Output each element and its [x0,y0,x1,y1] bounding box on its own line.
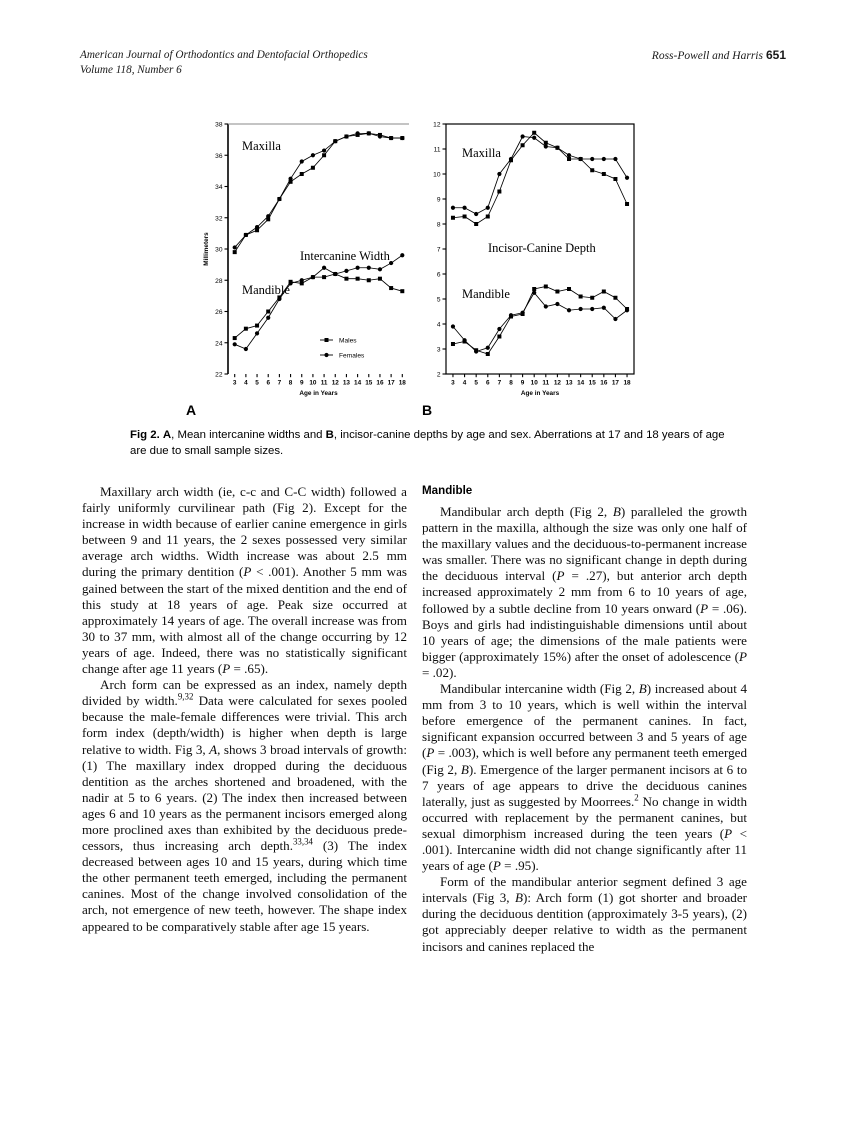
svg-text:Maxilla: Maxilla [242,139,281,153]
svg-text:Millimeters: Millimeters [203,232,210,266]
paragraph [422,504,747,681]
running-head-right [652,48,786,64]
svg-text:12: 12 [553,379,561,387]
svg-text:16: 16 [600,379,608,387]
svg-text:5: 5 [474,379,478,387]
paragraph [82,677,407,935]
svg-text:2: 2 [436,371,441,379]
paragraph-text: Mandibular intercanine width (Fig 2, B) increased about 4 mm from 3 to 10 years, which is well within the interval before emergence of the permanent canines. In fact, significant expansion occurred between 3 and 5 years of age (P = .003), which is well before any permanent teeth emerged (Fig 2, B). Emergence of the larger permanent incisors at 6 to 7 years of age appears to drive the deciduous canines laterally, just as suggested by Moorrees.$^2$ No change in width occurred with replacement by the permanent canines, but sexual dimorphism increased during the teen years (P < .001). Intercanine width did not change significantly after 11 years of age (P = .95). [422,681,748,874]
figure-2 [80,112,786,459]
chart-panel-b [416,112,652,418]
svg-text:Intercanine Width: Intercanine Width [300,249,390,263]
paragraph-text: Maxillary arch width (ie, c-c and C-C width) followed a fairly uniformly curvilinear path (Fig 2). Except for the increase in width because of earlier canine emergence in girls between 9 and 11 years, the 2 sexes possessed very similar average arch widths. Width increase was about 2.5 mm during the primary dentition (P < .001). Another 5 mm was gained between the start of the mixed dentition and the end of this study at 18 years of age. Peak size occurred at approximately 14 years of age. The overall increase was from 30 to 37 mm, with almost all of the change occurring by 12 years of age. Indeed, there was no statistically significant change after age 11 years (P = .65). [82,484,407,677]
svg-text:14: 14 [577,379,585,387]
svg-text:4: 4 [462,379,467,387]
svg-text:Age in Years: Age in Years [520,390,560,397]
svg-text:9: 9 [299,379,304,387]
paragraph-text: Mandibular arch depth (Fig 2, B) paralleled the growth pattern in the maxilla, although the size was only one half of the maxillary values and the deciduous-to-permanent increase was smaller. There was no significant change in depth during the deciduous interval (P = .27), but anterior arch depth increased approximately 2 mm from 6 to 10 years of age, followed by a subtle decline from 10 years onward (P = .06). Boys and girls had indistinguishable dimensions until about 10 years of age; the dimensions of the male patients were bigger (approximately 15%) after the onset of adolescence (P = .02). [422,504,748,680]
svg-text:Maxilla: Maxilla [462,146,501,160]
panel-b-letter: B [422,402,433,418]
body-columns [82,484,788,1044]
svg-text:5: 5 [436,296,441,304]
svg-text:15: 15 [588,379,596,387]
figure-caption [130,428,730,459]
paragraph-text: Form of the mandibular anterior segment defined 3 age intervals (Fig 3, B): Arch form (1) got shorter and broader during the deciduous dentition (approximately 3-5 years), (2) got appreciably deeper relative to width as the permanent incisors and canines replaced the [422,874,747,954]
svg-text:17: 17 [387,379,395,387]
svg-text:Mandible: Mandible [242,283,290,297]
svg-text:3: 3 [451,379,455,387]
figure-charts-row [180,112,786,418]
volume-value: 118 [115,64,132,76]
svg-text:13: 13 [565,379,573,387]
svg-text:6: 6 [266,379,271,387]
paragraph [422,681,747,874]
svg-text:11: 11 [433,146,441,154]
paragraph [422,874,747,954]
svg-text:5: 5 [255,379,259,387]
chart-panel-a [180,112,416,418]
svg-text:10: 10 [530,379,538,387]
volume-label: Volume [80,64,113,76]
number-label: Number [137,64,174,76]
figure-label: Fig 2. [130,429,160,441]
svg-text:8: 8 [288,379,293,387]
incisor-canine-depth-chart [416,112,652,412]
panel-a-letter: A [186,402,197,418]
svg-text:32: 32 [215,215,223,223]
running-head [80,48,786,82]
svg-text:16: 16 [376,379,384,387]
svg-text:9: 9 [520,379,525,387]
svg-text:11: 11 [542,379,550,387]
svg-text:6: 6 [485,379,490,387]
svg-text:7: 7 [497,379,502,387]
svg-text:24: 24 [215,340,223,348]
svg-text:10: 10 [433,171,441,179]
svg-text:22: 22 [215,371,223,379]
left-column [82,484,407,935]
svg-text:8: 8 [509,379,513,387]
svg-text:Females: Females [339,352,365,360]
svg-text:14: 14 [354,379,362,387]
svg-text:4: 4 [436,321,441,329]
svg-text:11: 11 [320,379,328,387]
svg-text:Males: Males [339,337,357,345]
svg-text:18: 18 [623,379,631,387]
svg-text:38: 38 [215,121,223,129]
svg-text:28: 28 [215,277,223,285]
svg-text:3: 3 [436,346,441,354]
svg-text:12: 12 [433,121,441,129]
svg-text:13: 13 [342,379,350,387]
caption-ref-b: B [325,429,334,441]
svg-text:36: 36 [215,152,223,160]
caption-ref-a: A [162,429,172,441]
svg-text:4: 4 [244,379,248,387]
volume-number-line: Volume 118, Number 6 [80,64,182,76]
caption-text-part-2: , incisor-canine depths by age and sex. Aberrations at 17 and 18 years of age are due to small sample sizes. [130,429,725,457]
svg-text:7: 7 [277,379,282,387]
intercanine-width-chart [180,112,416,412]
running-head-left [80,48,368,78]
svg-text:8: 8 [436,221,441,229]
svg-text:34: 34 [215,184,223,192]
caption-text-part-1: , Mean intercanine widths and [171,429,326,441]
paragraph-text: Arch form can be expressed as an index, namely depth divided by width.$^{9,32}$ Data were calculated for sexes pooled because the male-female differences were trivial. This arch form index (depth/width) is higher when depth is large relative to width. Fig 3, A, shows 3 broad intervals of growth: (1) The maxillary index dropped during the deciduous dentition as the arches shortened and broadened, with the nadir at 5 to 6 years. (2) The index then increased between ages 6 and 10 years as the permanent incisors emerged along more proclined axes than exhibited by the deciduous predecessors, thus increasing arch depth.$^{33,34}$ (3) The index decreased between ages 10 and 15 years, during which time the other permanent teeth emerged, including the permanent canines. Most of the change involved consolidation of the arch, not emergence of new teeth, however. The shape index appeared to be comparatively stable after age 15 years. [82,677,407,934]
svg-text:17: 17 [611,379,619,387]
svg-text:Mandible: Mandible [462,287,510,301]
svg-text:26: 26 [215,309,223,317]
journal-title: American Journal of Orthodontics and Dentofacial Orthopedics [80,49,368,61]
svg-text:3: 3 [232,379,237,387]
page-number: 651 [765,48,786,62]
svg-text:30: 30 [215,246,223,254]
svg-text:12: 12 [331,379,339,387]
svg-text:6: 6 [436,271,441,279]
section-subhead-mandible: Mandible [422,484,473,497]
svg-text:18: 18 [398,379,406,387]
svg-text:10: 10 [309,379,317,387]
svg-text:9: 9 [436,196,441,204]
svg-text:7: 7 [436,246,441,254]
right-column [422,484,747,955]
svg-text:Age in Years: Age in Years [299,390,338,397]
number-value: 6 [176,64,182,76]
authors-running-head: Ross-Powell and Harris [651,50,763,62]
svg-text:Incisor-Canine Depth: Incisor-Canine Depth [488,241,596,255]
svg-text:15: 15 [365,379,373,387]
paragraph [82,484,407,677]
